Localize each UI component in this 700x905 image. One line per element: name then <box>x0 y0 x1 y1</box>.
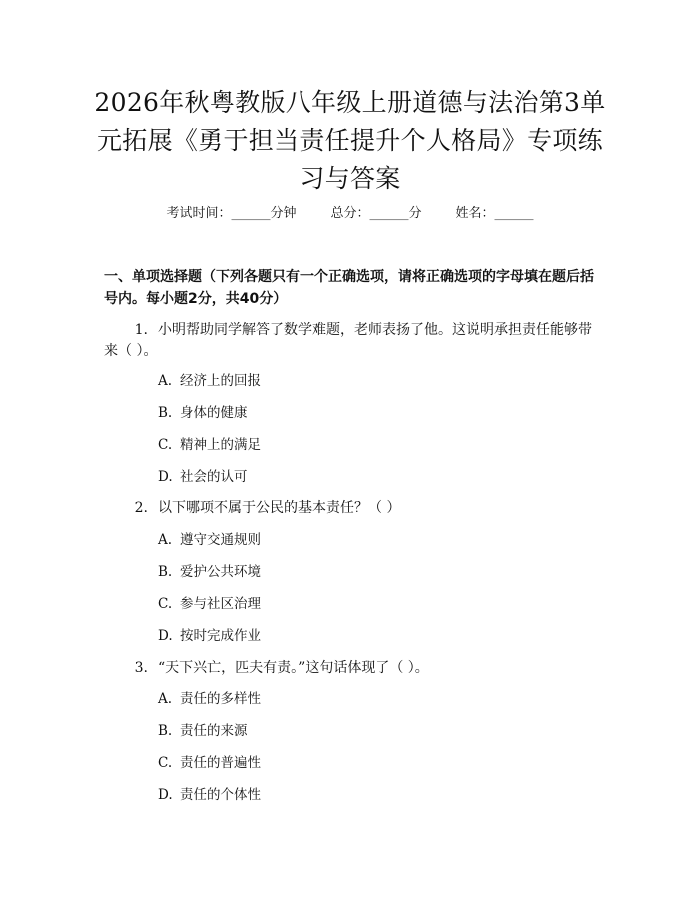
option-text: 责任的多样性 <box>180 691 261 707</box>
option-text: 按时完成作业 <box>180 628 261 644</box>
option-letter: A. <box>158 373 173 389</box>
question-3-option-a <box>158 689 261 709</box>
question-1-option-b <box>158 403 248 423</box>
option-letter: C. <box>158 755 173 771</box>
option-letter: B. <box>158 723 173 739</box>
exam-meta-line <box>0 204 700 224</box>
option-text: 责任的个体性 <box>180 787 261 803</box>
option-letter: D. <box>158 628 173 644</box>
option-letter: A. <box>158 532 173 548</box>
option-text: 身体的健康 <box>180 405 248 421</box>
question-1-option-a <box>158 371 261 391</box>
option-text: 社会的认可 <box>180 469 248 485</box>
question-3-option-b <box>158 721 248 741</box>
option-letter: B. <box>158 564 173 580</box>
option-text: 经济上的回报 <box>180 373 261 389</box>
question-2-option-b <box>158 562 261 582</box>
option-text: 遵守交通规则 <box>180 532 261 548</box>
question-2-option-d <box>158 626 261 646</box>
question-3 <box>104 658 604 679</box>
section-heading: 一、单项选择题（下列各题只有一个正确选项，请将正确选项的字母填在题后括号内。每小题2分，共40分） <box>104 269 594 307</box>
exam-time-field: 考试时间：______分钟 <box>166 206 297 221</box>
option-letter: C. <box>158 437 173 453</box>
question-1-option-c <box>158 435 261 455</box>
option-text: 精神上的满足 <box>180 437 261 453</box>
option-text: 责任的普遍性 <box>180 755 261 771</box>
option-text: 参与社区治理 <box>180 596 261 612</box>
question-2 <box>104 498 604 519</box>
question-text: “天下兴亡，匹夫有责。”这句话体现了（ ）。 <box>158 660 429 676</box>
question-2-option-a <box>158 530 261 550</box>
option-letter: C. <box>158 596 173 612</box>
option-text: 爱护公共环境 <box>180 564 261 580</box>
question-number: 3. <box>134 660 148 676</box>
question-1-option-d <box>158 467 248 487</box>
question-2-option-c <box>158 594 261 614</box>
total-score-field: 总分：______分 <box>330 206 422 221</box>
option-letter: B. <box>158 405 173 421</box>
question-text: 小明帮助同学解答了数学难题，老师表扬了他。这说明承担责任能够带来（ ）。 <box>104 322 592 359</box>
student-name-field: 姓名：______ <box>455 206 534 221</box>
question-number: 1. <box>134 322 148 338</box>
option-text: 责任的来源 <box>180 723 248 739</box>
document-title: 2026年秋粤教版八年级上册道德与法治第3单元拓展《勇于担当责任提升个人格局》专项练习与答案 <box>94 88 606 193</box>
question-number: 2. <box>134 500 148 516</box>
option-letter: D. <box>158 469 173 485</box>
question-3-option-c <box>158 753 261 773</box>
question-1 <box>104 320 604 362</box>
option-letter: D. <box>158 787 173 803</box>
option-letter: A. <box>158 691 173 707</box>
question-3-option-d <box>158 785 261 805</box>
question-text: 以下哪项不属于公民的基本责任？（ ） <box>158 500 401 516</box>
